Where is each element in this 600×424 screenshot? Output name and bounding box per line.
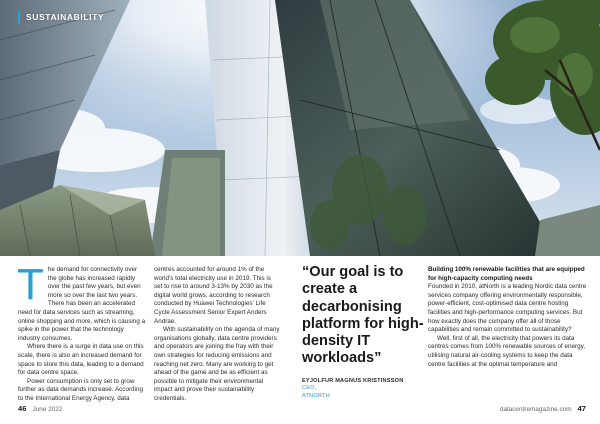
- section-subhead: Building 100% renewable facilities that are equipped for high-capacity computing needs: [428, 266, 585, 282]
- pull-quote-role-company: ATNORTH: [302, 392, 330, 399]
- body-paragraph: centres accounted for around 1% of the world's total electricity use in 2019. This is set to rise to around 3-13% by 2030 as the digital world grows, according to research conducted by Huawei Technologies' Life Cycle Assessment Senior Expert Anders Andrae.: [154, 266, 273, 325]
- dropcap: T: [17, 260, 44, 309]
- body-paragraph: Power consumption is only set to grow further as data demands increase. According to the International Energy Agency, data: [18, 377, 143, 402]
- body-paragraph: With sustainability on the agenda of many organisations globally, data centre providers and operators are joining the fray with their own strategies for reducing emissions and reaching net zero. Many are working to get ahead of the game and be as efficient as possible to mitigate their environmental impact and prove their sustainability credentials.: [154, 326, 280, 402]
- body-paragraph: Well, first of all, the electricity that powers its data centres comes from 100% renewable sources of energy, utilising natural air-cooling systems to keep the data centre facilities at the optimal temperature and: [428, 334, 586, 368]
- section-tag-label: SUSTAINABILITY: [26, 12, 105, 22]
- article-column-2: [154, 266, 280, 404]
- body-paragraph: Where there is a surge in data use on this scale, there is also an increased demand for space to store this data, leading to a demand for data centre space.: [18, 343, 144, 377]
- pull-quote-role-title: CEO,: [302, 385, 317, 392]
- folio-right: [500, 404, 586, 415]
- issue-date: June 2022: [32, 406, 63, 413]
- article-column-1: [17, 260, 146, 404]
- pull-quote-name: EYJOLFUR MAGNUS KRISTINSSON: [302, 377, 404, 384]
- section-tag-bar: [18, 10, 20, 24]
- section-tag: [18, 8, 104, 26]
- pull-quote-text: “Our goal is to create a decarbonising platform for high-density IT workloads”: [302, 264, 424, 367]
- intro-paragraph: [17, 260, 146, 343]
- body-paragraph: Founded in 2010, atNorth is a leading Nordic data centre services company offering environmentally responsible, power-efficient, cost-optimised data centre hosting facilities and high-performance computing services. But how exactly does the company offer all of those capabilities and remain committed to sustainability?: [428, 283, 587, 334]
- intro-text: he demand for connectivity over the globe has increased rapidly over the past few years, but even more so over the last two years. There has been an accelerated need for data services such as streaming, online shopping and more, which is causing a spike in the power that the technology industry consumes.: [18, 266, 146, 342]
- folio-left: [18, 404, 62, 415]
- site-url[interactable]: datacentremagazine.com: [499, 406, 572, 413]
- page-number-right: 47: [577, 404, 586, 413]
- article-column-4: [428, 266, 588, 369]
- pull-quote: [302, 264, 426, 400]
- page-number-left: 46: [18, 404, 27, 413]
